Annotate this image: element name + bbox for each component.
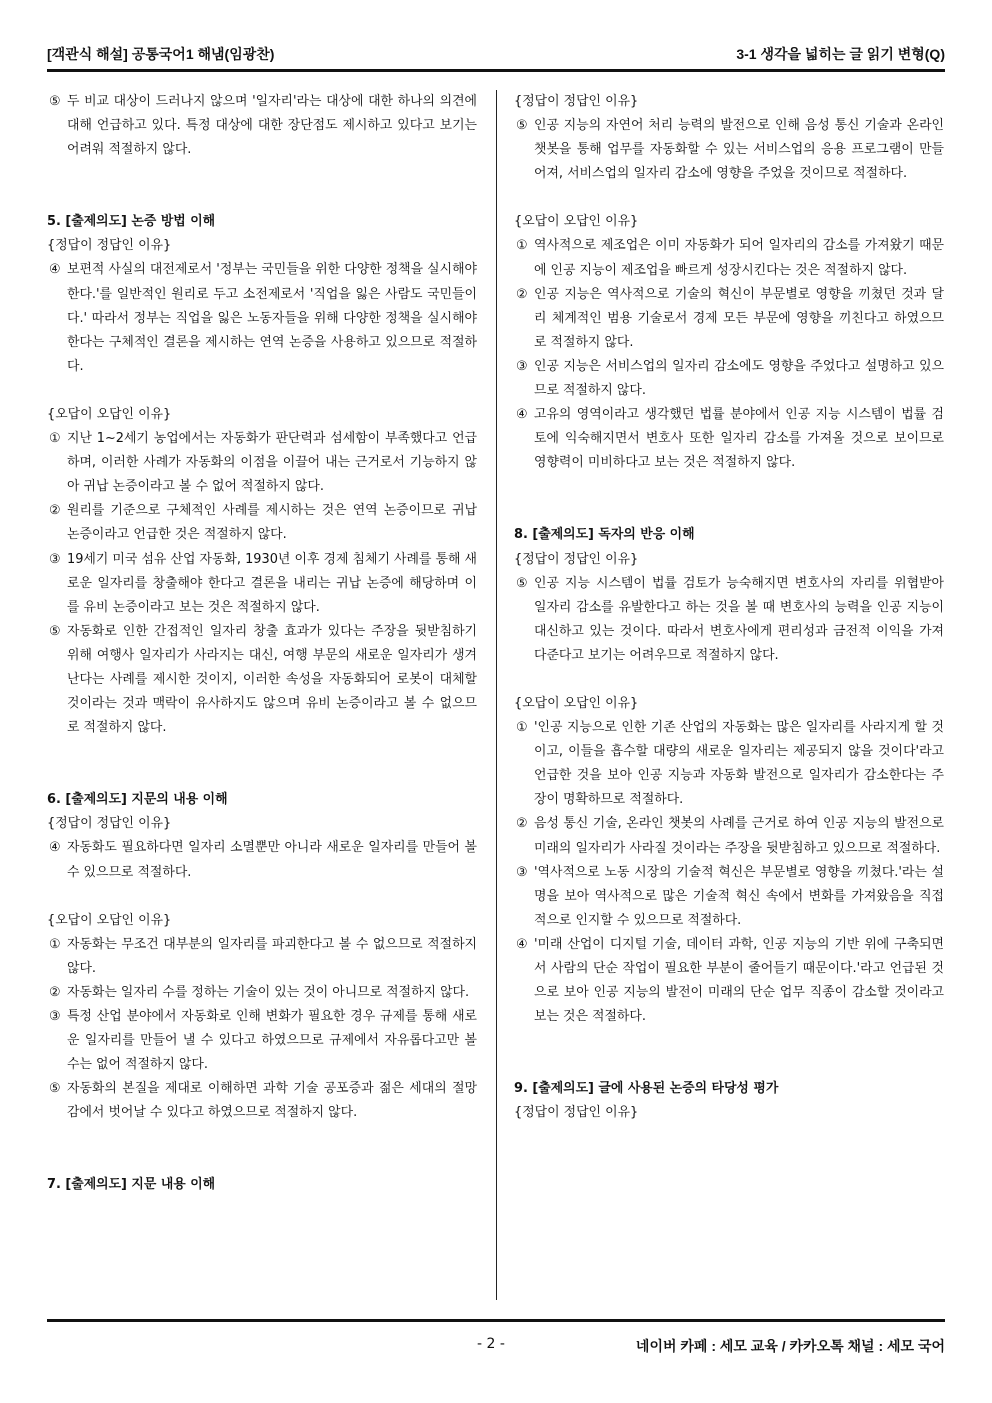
answer-item: ① 자동화는 무조건 대부분의 일자리를 파괴한다고 볼 수 없으므로 적절하지 않다.	[49, 936, 477, 976]
answer-item: ⑤ 자동화로 인한 간접적인 일자리 창출 효과가 있다는 주장을 뒷받침하기 위해 여행사 일자리가 사라지는 대신, 여행 부문의 새로운 일자리가 생겨난다는 사례를 제시한 것이지, 이러한 속성을 자동화되어 로봇이 대체할 것이라는 것과 맥락이 유사하지도 않으며 유비 논증이라고 볼 수 없으므로 적절하지 않다.	[49, 623, 477, 736]
question-title: 7. [출제의도] 지문 내용 이해	[47, 1177, 216, 1193]
right-column	[514, 90, 944, 1125]
answer-item: ③ 특정 산업 분야에서 자동화로 인해 변화가 필요한 경우 규제를 통해 새로운 일자리를 만들어 낼 수 있다고 하였으므로 규제에서 자유롭다고만 볼 수는 없어 적절하지 않다.	[49, 1009, 477, 1073]
correct-label: {정답이 정답인 이유}	[514, 94, 639, 109]
question-title: 9. [출제의도] 글에 사용된 논증의 타당성 평가	[514, 1081, 779, 1097]
question-title: 6. [출제의도] 지문의 내용 이해	[47, 792, 228, 808]
answer-item: ④ 자동화도 필요하다면 일자리 소멸뿐만 아니라 새로운 일자리를 만들어 볼 수 있으므로 적절하다.	[49, 840, 477, 880]
answer-item: ④ '미래 산업이 디지털 기술, 데이터 과학, 인공 지능의 기반 위에 구축되면서 사람의 단순 작업이 필요한 부분이 줄어들기 때문이다.'라고 언급된 것으로 보아 인공 지능의 발전이 미래의 단순 업무 직종이 감소할 것이라고 보는 것은 적절하다.	[516, 936, 944, 1025]
answer-item: ④ 고유의 영역이라고 생각했던 법률 분야에서 인공 지능 시스템이 법률 검토에 익숙해지면서 변호사 또한 일자리 감소를 가져올 것으로 보이므로 영향력이 미비하다고 보는 것은 적절하지 않다.	[516, 407, 944, 471]
answer-item: ① 지난 1~2세기 농업에서는 자동화가 판단력과 섬세함이 부족했다고 언급하며, 이러한 사례가 자동화의 이점을 이끌어 내는 근거로서 기능하지 않아 귀납 논증이라고 볼 수 없어 적절하지 않다.	[49, 431, 477, 495]
answer-item: ⑤ 인공 지능 시스템이 법률 검토가 능숙해지면 변호사의 자리를 위협받아 일자리 감소를 유발한다고 하는 것을 볼 때 변호사의 능력을 인공 지능이 대신하고 있는 것이다. 따라서 변호사에게 편리성과 금전적 이익을 가져다준다고 보기는 어려우므로 적절하지 않다.	[516, 575, 944, 663]
answer-item: ① 역사적으로 제조업은 이미 자동화가 되어 일자리의 감소를 가져왔기 때문에 인공 지능이 제조업을 빠르게 성장시킨다는 것은 적절하지 않다.	[516, 238, 944, 278]
correct-label: {정답이 정답인 이유}	[514, 1105, 639, 1121]
correct-label: {정답이 정답인 이유}	[47, 238, 172, 254]
bottom-rule	[47, 1319, 945, 1322]
page-number: - 2 -	[477, 1336, 505, 1352]
column-divider	[496, 90, 497, 1300]
header-right: 3-1 생각을 넓히는 글 읽기 변형(Q)	[736, 46, 945, 62]
page-footer	[47, 1336, 945, 1358]
wrong-label: {오답이 오답인 이유}	[47, 912, 172, 928]
answer-item: ② 자동화는 일자리 수를 정하는 기술이 있는 것이 아니므로 적절하지 않다.	[49, 984, 470, 1000]
correct-label: {정답이 정답인 이유}	[514, 551, 639, 567]
question-title: 8. [출제의도] 독자의 반응 이해	[514, 527, 695, 543]
page-header	[47, 44, 945, 66]
correct-label: {정답이 정답인 이유}	[47, 816, 172, 832]
answer-item: ② 음성 통신 기술, 온라인 챗봇의 사례를 근거로 하여 인공 지능의 발전으로 미래의 일자리가 사라질 것이라는 주장을 뒷받침하고 있으므로 적절하다.	[516, 816, 944, 856]
answer-item: ⑤ 두 비교 대상이 드러나지 않으며 '일자리'라는 대상에 대한 하나의 의견에 대해 언급하고 있다. 특정 대상에 대한 장단점도 제시하고 있다고 보기는 어려워 적절하지 않다.	[49, 94, 477, 158]
question-title: 5. [출제의도] 논증 방법 이해	[47, 214, 216, 230]
answer-item: ④ 보편적 사실의 대전제로서 '정부는 국민들을 위한 다양한 정책을 실시해야 한다.'를 일반적인 원리로 두고 소전제로서 '직업을 잃은 사람도 국민들이다.' 따라서 정부는 직업을 잃은 노동자들을 위해 다양한 정책을 실시해야 한다는 구체적인 결론을 제시하는 연역 논증을 사용하고 있으므로 적절하다.	[49, 262, 477, 374]
answer-item: ③ 19세기 미국 섬유 산업 자동화, 1930년 이후 경제 침체기 사례를 통해 새로운 일자리를 창출해야 한다고 결론을 내리는 귀납 논증에 해당하며 이를 유비 논증이라고 보는 것은 적절하지 않다.	[49, 551, 477, 615]
answer-item: ⑤ 인공 지능의 자연어 처리 능력의 발전으로 인해 음성 통신 기술과 온라인 챗봇을 통해 업무를 자동화할 수 있는 서비스업의 응용 프로그램이 만들어져, 서비스업의 일자리 감소에 영향을 주었을 것이므로 적절하다.	[516, 118, 944, 182]
answer-item: ① '인공 지능으로 인한 기존 산업의 자동화는 많은 일자리를 사라지게 할 것이고, 이들을 흡수할 대량의 새로운 일자리는 제공되지 않을 것이다'라고 언급한 것을 보아 인공 지능과 자동화 발전으로 일자리가 감소한다는 주장이 명확하므로 적절하다.	[516, 720, 944, 808]
wrong-label: {오답이 오답인 이유}	[47, 406, 172, 422]
answer-item: ③ 인공 지능은 서비스업의 일자리 감소에도 영향을 주었다고 설명하고 있으므로 적절하지 않다.	[516, 358, 944, 399]
top-rule	[47, 69, 945, 72]
answer-item: ③ '역사적으로 노동 시장의 기술적 혁신은 부문별로 영향을 끼쳤다.'라는 설명을 보아 역사적으로 많은 기술적 혁신 속에서 변화를 가져왔음을 직접적으로 인지할 수 있으므로 적절하다.	[516, 864, 944, 928]
wrong-label: {오답이 오답인 이유}	[514, 695, 639, 711]
answer-item: ⑤ 자동화의 본질을 제대로 이해하면 과학 기술 공포증과 젊은 세대의 절망감에서 벗어날 수 있다고 하였으므로 적절하지 않다.	[49, 1081, 477, 1121]
answer-item: ② 인공 지능은 역사적으로 기술의 혁신이 부문별로 영향을 끼쳤던 것과 달리 체계적인 범용 기술로서 경제 모든 부문에 영향을 끼친다고 하였으므로 적절하지 않다.	[516, 286, 944, 350]
footer-source: 네이버 카페 : 세모 교육 / 카카오톡 채널 : 세모 국어	[635, 1338, 945, 1354]
header-left: [객관식 해설] 공통국어1 해냄(임광찬)	[47, 46, 275, 62]
wrong-label: {오답이 오답인 이유}	[514, 214, 639, 230]
left-column	[47, 90, 477, 1198]
answer-item: ② 원리를 기준으로 구체적인 사례를 제시하는 것은 연역 논증이므로 귀납 논증이라고 언급한 것은 적절하지 않다.	[49, 503, 477, 543]
